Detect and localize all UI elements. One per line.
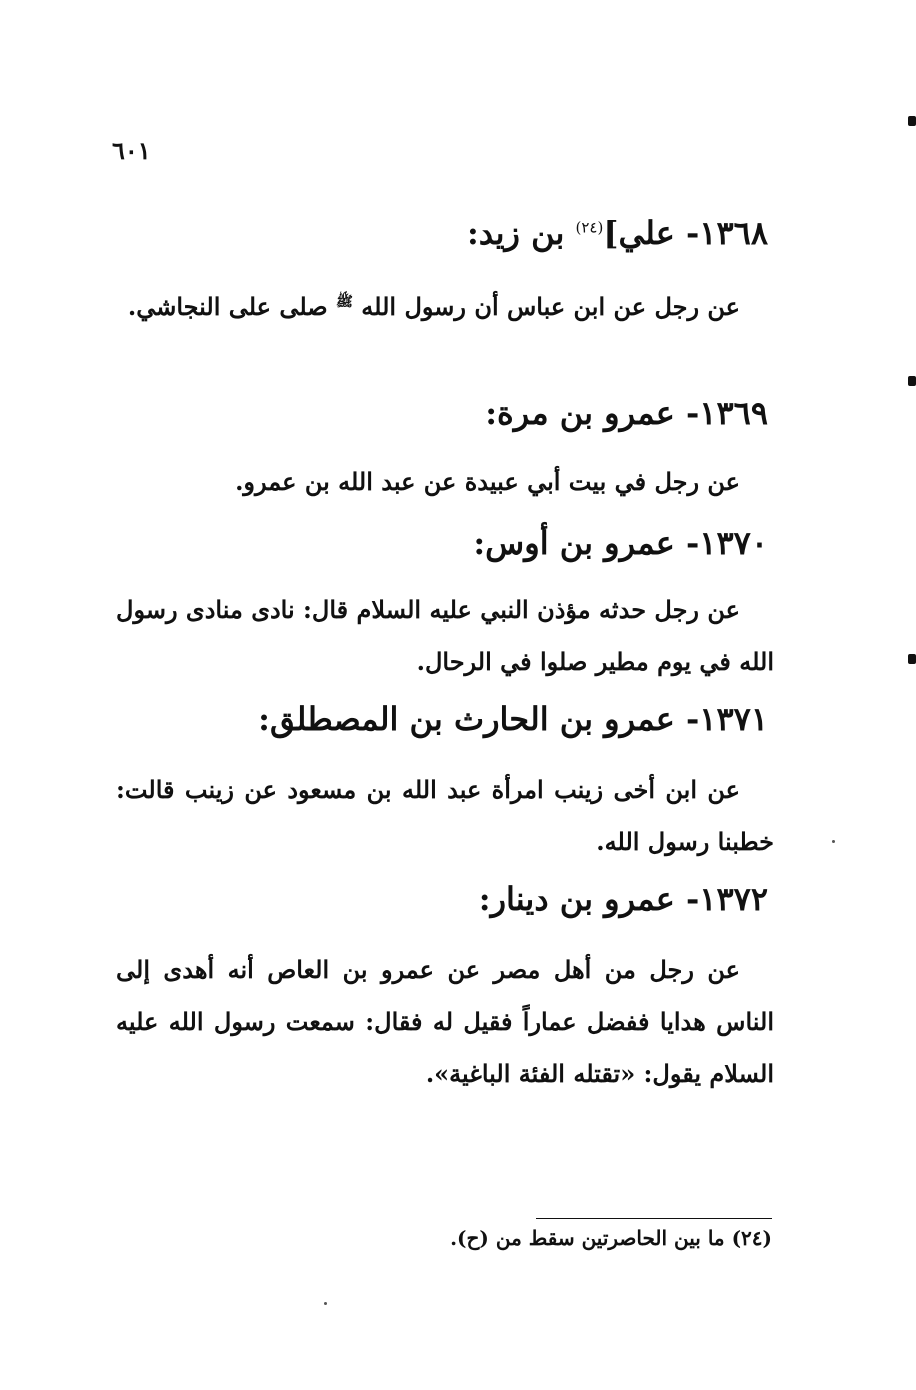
footnote-text: (٢٤) ما بين الحاصرتين سقط من (ح). — [450, 1226, 772, 1250]
scan-edge-mark — [908, 654, 916, 664]
entry-text-1372: عن رجل من أهل مصر عن عمرو بن العاص أنه أهدى إلى الناس هدايا ففضل عماراً فقيل له فقال: سمعت رسول الله عليه السلام يقول: «تقتله الفئة الباغية». — [116, 955, 774, 1088]
scan-speck — [832, 840, 835, 843]
entry-heading-1372: ١٣٧٢- عمرو بن دينار: — [478, 880, 768, 918]
salawat-honorific-icon: ﷺ — [336, 294, 353, 310]
footnote-separator — [536, 1218, 772, 1219]
entry-heading-1371: ١٣٧١- عمرو بن الحارث بن المصطلق: — [258, 700, 768, 738]
entry-heading-1368 — [467, 214, 768, 252]
scan-speck — [324, 1302, 327, 1305]
page-number: ٦٠١ — [112, 136, 151, 165]
entry-heading-1370: ١٣٧٠- عمرو بن أوس: — [473, 524, 768, 562]
entry-text-part: صلى على النجاشي. — [127, 292, 337, 321]
scan-edge-mark — [908, 116, 916, 126]
entry-heading-text-continued: بن زيد: — [466, 214, 576, 252]
entry-text-part: عن رجل عن ابن عباس أن رسول الله — [352, 292, 740, 321]
footnote-reference: (٢٤) — [575, 218, 604, 237]
entry-text-1368 — [116, 276, 774, 333]
entry-heading-text: ١٣٦٨- علي] — [603, 214, 768, 252]
entry-heading-1369: ١٣٦٩- عمرو بن مرة: — [485, 394, 768, 432]
scan-edge-mark — [908, 376, 916, 386]
entry-text-1370: عن رجل حدثه مؤذن النبي عليه السلام قال: نادى منادى رسول الله في يوم مطير صلوا في الرحال. — [116, 595, 774, 676]
entry-text-1371: عن ابن أخى زينب امرأة عبد الله بن مسعود عن زينب قالت: خطبنا رسول الله. — [116, 775, 774, 856]
entry-text-1369: عن رجل في بيت أبي عبيدة عن عبد الله بن عمرو. — [235, 467, 740, 496]
